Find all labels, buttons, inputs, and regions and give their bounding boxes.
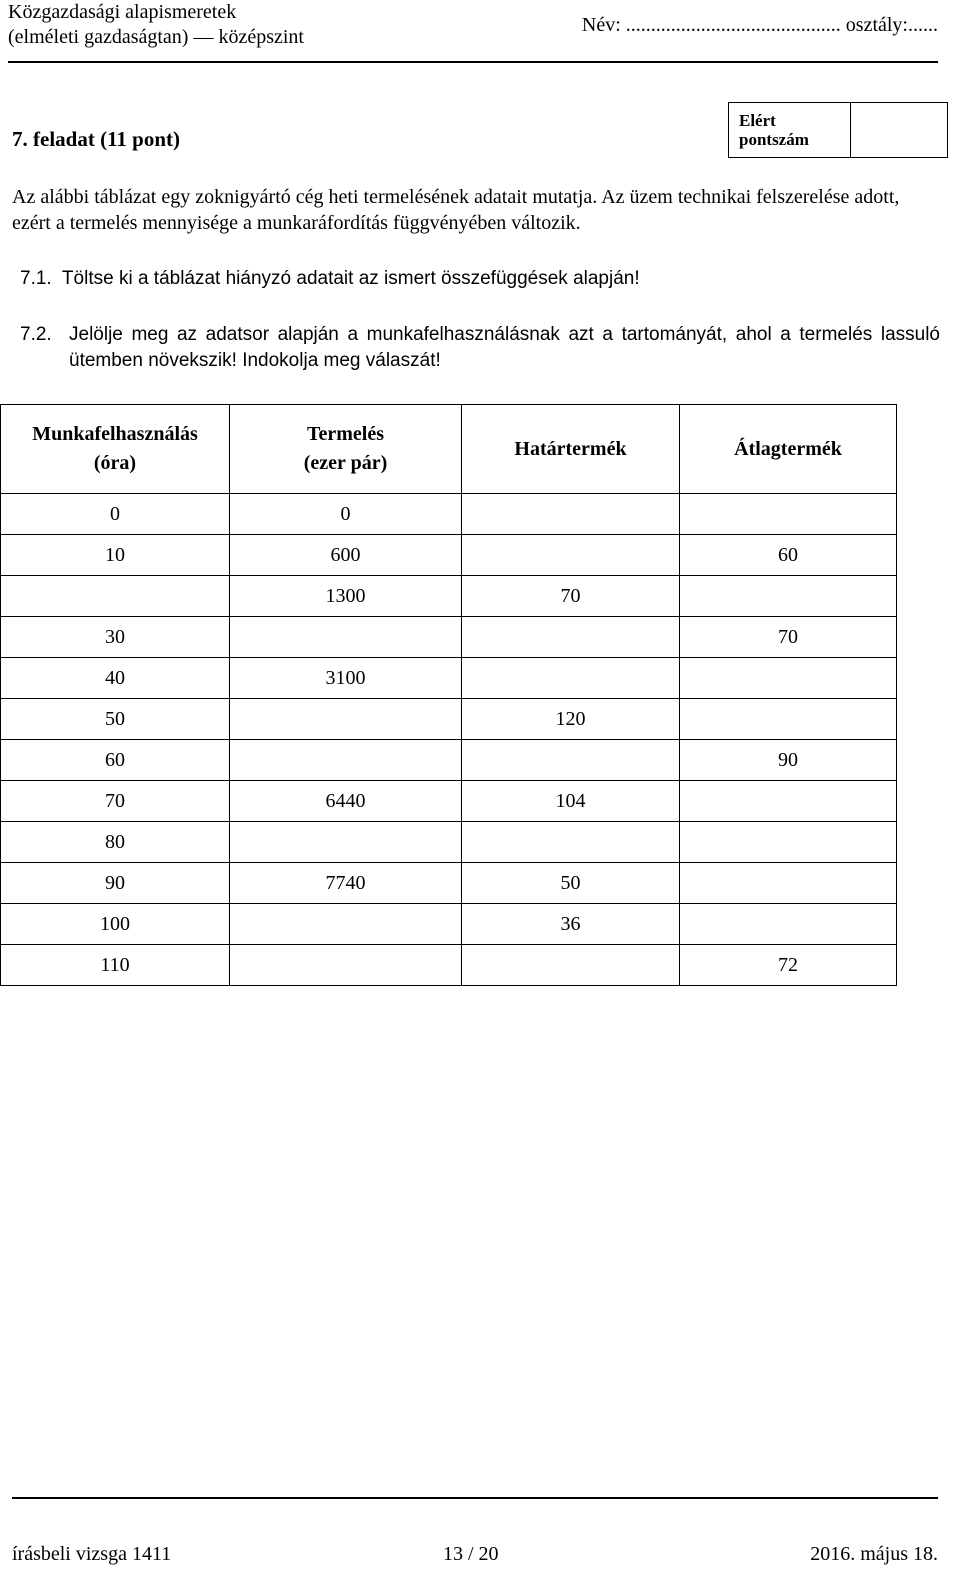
cell-marginal-product[interactable] <box>462 658 680 699</box>
question-7-2 <box>20 322 940 374</box>
cell-labor[interactable] <box>1 576 230 617</box>
cell-labor[interactable]: 80 <box>1 822 230 863</box>
question-number: 7.2. <box>20 324 52 345</box>
cell-marginal-product[interactable] <box>462 822 680 863</box>
cell-marginal-product[interactable]: 50 <box>462 863 680 904</box>
subject-level: (elméleti gazdaságtan) — középszint <box>8 26 304 48</box>
cell-output[interactable]: 0 <box>230 494 462 535</box>
cell-average-product[interactable] <box>680 576 897 617</box>
cell-average-product[interactable] <box>680 699 897 740</box>
footer-divider <box>12 1497 938 1499</box>
question-text: Jelölje meg az adatsor alapján a munkafelhasználásnak azt a tartományát, ahol a termelés lassuló ütemben növekszik! Indokolja meg válaszát! <box>69 324 940 371</box>
table-row <box>1 904 897 945</box>
cell-average-product[interactable] <box>680 863 897 904</box>
cell-output[interactable] <box>230 699 462 740</box>
cell-labor[interactable]: 60 <box>1 740 230 781</box>
footer-date: 2016. május 18. <box>810 1543 938 1565</box>
cell-labor[interactable]: 40 <box>1 658 230 699</box>
cell-output[interactable]: 3100 <box>230 658 462 699</box>
column-header-average-product: Átlagtermék <box>680 405 897 494</box>
cell-average-product[interactable]: 60 <box>680 535 897 576</box>
cell-marginal-product[interactable] <box>462 617 680 658</box>
table-row <box>1 781 897 822</box>
cell-average-product[interactable]: 90 <box>680 740 897 781</box>
cell-average-product[interactable] <box>680 904 897 945</box>
table-row <box>1 740 897 781</box>
cell-marginal-product[interactable]: 104 <box>462 781 680 822</box>
column-header-marginal-product: Határtermék <box>462 405 680 494</box>
cell-labor[interactable]: 90 <box>1 863 230 904</box>
table-header-row <box>1 405 897 494</box>
cell-labor[interactable]: 50 <box>1 699 230 740</box>
table-row <box>1 699 897 740</box>
cell-labor[interactable]: 110 <box>1 945 230 986</box>
table-row <box>1 617 897 658</box>
name-class-field: Név: ........................................... osztály:...... <box>581 14 938 36</box>
question-text: Töltse ki a táblázat hiányzó adatait az ismert összefüggések alapján! <box>61 268 640 289</box>
cell-average-product[interactable] <box>680 822 897 863</box>
cell-average-product[interactable] <box>680 781 897 822</box>
document-header-subject <box>8 0 304 50</box>
cell-output[interactable] <box>230 617 462 658</box>
cell-labor[interactable]: 0 <box>1 494 230 535</box>
score-value-field[interactable] <box>851 103 947 157</box>
cell-marginal-product[interactable]: 120 <box>462 699 680 740</box>
cell-output[interactable]: 6440 <box>230 781 462 822</box>
cell-output[interactable] <box>230 945 462 986</box>
footer-page-number: 13 / 20 <box>443 1543 499 1565</box>
cell-labor[interactable]: 10 <box>1 535 230 576</box>
cell-average-product[interactable]: 72 <box>680 945 897 986</box>
cell-average-product[interactable] <box>680 658 897 699</box>
cell-marginal-product[interactable] <box>462 945 680 986</box>
cell-average-product[interactable]: 70 <box>680 617 897 658</box>
table-row <box>1 945 897 986</box>
cell-labor[interactable]: 30 <box>1 617 230 658</box>
score-label: Elért pontszám <box>729 103 851 157</box>
production-table <box>0 404 897 986</box>
question-number: 7.1. <box>20 268 52 289</box>
cell-marginal-product[interactable]: 70 <box>462 576 680 617</box>
subject-title: Közgazdasági alapismeretek <box>8 1 237 23</box>
table-row <box>1 822 897 863</box>
cell-marginal-product[interactable]: 36 <box>462 904 680 945</box>
header-divider <box>8 61 938 63</box>
column-header-output: Termelés (ezer pár) <box>230 405 462 494</box>
cell-output[interactable] <box>230 740 462 781</box>
cell-marginal-product[interactable] <box>462 535 680 576</box>
cell-output[interactable]: 1300 <box>230 576 462 617</box>
table-row <box>1 863 897 904</box>
task-intro: Az alábbi táblázat egy zoknigyártó cég heti termelésének adatait mutatja. Az üzem technikai felszerelése adott, ezért a termelés mennyisége a munkaráfordítás függvényében változik. <box>12 186 900 234</box>
cell-output[interactable]: 600 <box>230 535 462 576</box>
cell-output[interactable]: 7740 <box>230 863 462 904</box>
task-title: 7. feladat (11 pont) <box>12 127 180 151</box>
footer-exam-code: írásbeli vizsga 1411 <box>12 1543 172 1565</box>
column-header-labor: Munkafelhasználás (óra) <box>1 405 230 494</box>
cell-output[interactable] <box>230 822 462 863</box>
score-box <box>728 102 948 158</box>
cell-labor[interactable]: 70 <box>1 781 230 822</box>
cell-output[interactable] <box>230 904 462 945</box>
table-row <box>1 494 897 535</box>
cell-marginal-product[interactable] <box>462 494 680 535</box>
table-row <box>1 535 897 576</box>
cell-labor[interactable]: 100 <box>1 904 230 945</box>
question-7-1 <box>20 266 640 292</box>
table-row <box>1 658 897 699</box>
cell-marginal-product[interactable] <box>462 740 680 781</box>
cell-average-product[interactable] <box>680 494 897 535</box>
table-row <box>1 576 897 617</box>
